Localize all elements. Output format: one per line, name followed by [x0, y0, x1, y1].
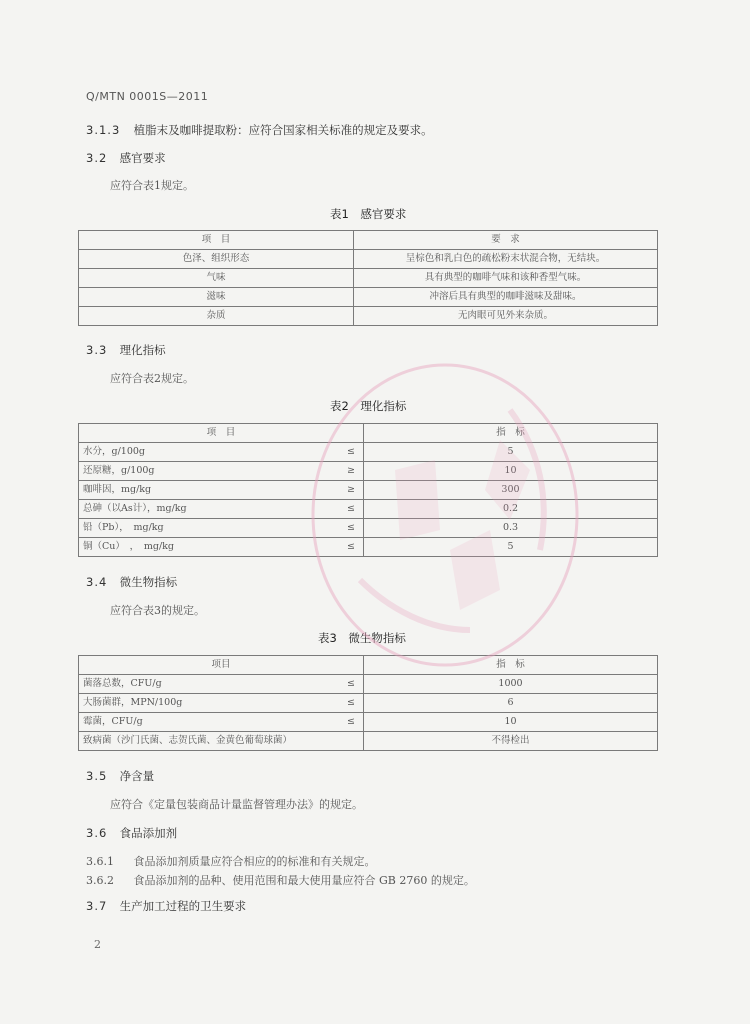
- section-3-3-heading: [86, 342, 166, 358]
- table-row: [79, 288, 658, 307]
- clause-text: 食品添加剂质量应符合相应的的标准和有关规定。: [133, 855, 376, 868]
- section-number: 3.5: [86, 769, 108, 783]
- comparison-symbol: ≤: [347, 541, 355, 552]
- section-title: 净含量: [119, 769, 155, 783]
- section-title: 理化指标: [119, 343, 166, 357]
- section-title: 生产加工过程的卫生要求: [119, 899, 247, 913]
- clause-number: 3.1.3: [86, 123, 121, 137]
- section-3-4-heading: [86, 574, 177, 590]
- clause-3-1-3: [86, 122, 433, 138]
- table-cell: [79, 713, 364, 732]
- item-label: 总砷（以As计），mg/kg: [83, 503, 187, 514]
- comparison-symbol: ≤: [347, 446, 355, 457]
- table-cell: 10: [364, 462, 658, 481]
- section-3-2-heading: [86, 150, 166, 166]
- section-3-6-heading: [86, 825, 177, 841]
- table-cell: 300: [364, 481, 658, 500]
- table-cell: 气味: [79, 269, 354, 288]
- section-3-3-body: 应符合表2规定。: [110, 372, 194, 385]
- table1-sensory: [78, 230, 658, 326]
- comparison-symbol: ≥: [347, 465, 355, 476]
- table-cell: 1000: [364, 675, 658, 694]
- clause-number: 3.6.2: [86, 874, 114, 887]
- section-number: 3.2: [86, 151, 108, 165]
- table-cell: 色泽、组织形态: [79, 250, 354, 269]
- table-cell: 冲溶后具有典型的咖啡滋味及甜味。: [354, 288, 658, 307]
- item-label: 霉菌，CFU/g: [83, 716, 143, 727]
- table-header-cell: 指 标: [364, 656, 658, 675]
- clause-text: 植脂末及咖啡提取粉：应符合国家相关标准的规定及要求。: [133, 123, 433, 137]
- table-cell: [79, 694, 364, 713]
- section-3-2-body: 应符合表1规定。: [110, 179, 194, 192]
- company-seal-stamp: [300, 350, 590, 680]
- table-cell: 5: [364, 443, 658, 462]
- table-cell: 5: [364, 538, 658, 557]
- section-number: 3.7: [86, 899, 108, 913]
- section-title: 食品添加剂: [119, 826, 178, 840]
- doc-code-header: Q/MTN 0001S—2011: [86, 90, 209, 103]
- item-label: 咖啡因，mg/kg: [83, 484, 152, 495]
- comparison-symbol: ≥: [347, 484, 355, 495]
- comparison-symbol: ≤: [347, 716, 355, 727]
- comparison-symbol: [355, 732, 359, 750]
- table-cell: 不得检出: [364, 732, 658, 751]
- table-row: [79, 250, 658, 269]
- section-3-5-heading: [86, 768, 154, 784]
- item-label: 铅（Pb）， mg/kg: [83, 522, 164, 533]
- table-header-cell: 项目: [79, 656, 364, 675]
- item-label: 菌落总数，CFU/g: [83, 678, 162, 689]
- table-cell: 0.3: [364, 519, 658, 538]
- section-title: 感官要求: [119, 151, 166, 165]
- section-number: 3.6: [86, 826, 108, 840]
- clause-3-6-2: [86, 872, 475, 888]
- table-header-cell: 指 标: [364, 424, 658, 443]
- item-label: 大肠菌群，MPN/100g: [83, 697, 183, 708]
- table3-caption: 表3 微生物指标: [318, 631, 406, 645]
- item-label: 铜（Cu） ， mg/kg: [83, 541, 175, 552]
- section-3-5-body: 应符合《定量包装商品计量监督管理办法》的规定。: [110, 798, 363, 811]
- item-label: 还原糖，g/100g: [83, 465, 155, 476]
- comparison-symbol: ≤: [347, 697, 355, 708]
- section-number: 3.4: [86, 575, 108, 589]
- table-header-row: [79, 231, 658, 250]
- table-row: [79, 732, 658, 751]
- clause-text: 食品添加剂的品种、使用范围和最大使用量应符合 GB 2760 的规定。: [133, 874, 475, 887]
- table2-caption: 表2 理化指标: [330, 399, 407, 413]
- item-label: 水分，g/100g: [83, 446, 145, 457]
- table-cell: 具有典型的咖啡气味和该种香型气味。: [354, 269, 658, 288]
- clause-3-6-1: [86, 853, 376, 869]
- table-row: [79, 307, 658, 326]
- table-cell: 滋味: [79, 288, 354, 307]
- table-cell: 6: [364, 694, 658, 713]
- table-cell: 0.2: [364, 500, 658, 519]
- table-header-cell: 要 求: [354, 231, 658, 250]
- page-number: 2: [94, 938, 101, 951]
- section-number: 3.3: [86, 343, 108, 357]
- table-row: [79, 713, 658, 732]
- section-title: 微生物指标: [119, 575, 178, 589]
- table-cell: 10: [364, 713, 658, 732]
- comparison-symbol: ≤: [347, 522, 355, 533]
- comparison-symbol: ≤: [347, 503, 355, 514]
- table-cell: 杂质: [79, 307, 354, 326]
- table-cell: 无肉眼可见外来杂质。: [354, 307, 658, 326]
- section-3-4-body: 应符合表3的规定。: [110, 604, 205, 617]
- table-header-cell: 项 目: [79, 231, 354, 250]
- section-3-7-heading: [86, 898, 246, 914]
- table-header-cell: 项 目: [79, 424, 364, 443]
- table1-caption: 表1 感官要求: [330, 207, 407, 221]
- item-label: 致病菌（沙门氏菌、志贺氏菌、金黄色葡萄球菌）: [83, 735, 293, 746]
- comparison-symbol: ≤: [347, 678, 355, 689]
- table-row: [79, 694, 658, 713]
- clause-number: 3.6.1: [86, 855, 114, 868]
- table-cell: 呈棕色和乳白色的疏松粉末状混合物，无结块。: [354, 250, 658, 269]
- table-row: [79, 269, 658, 288]
- table-cell: [79, 732, 364, 751]
